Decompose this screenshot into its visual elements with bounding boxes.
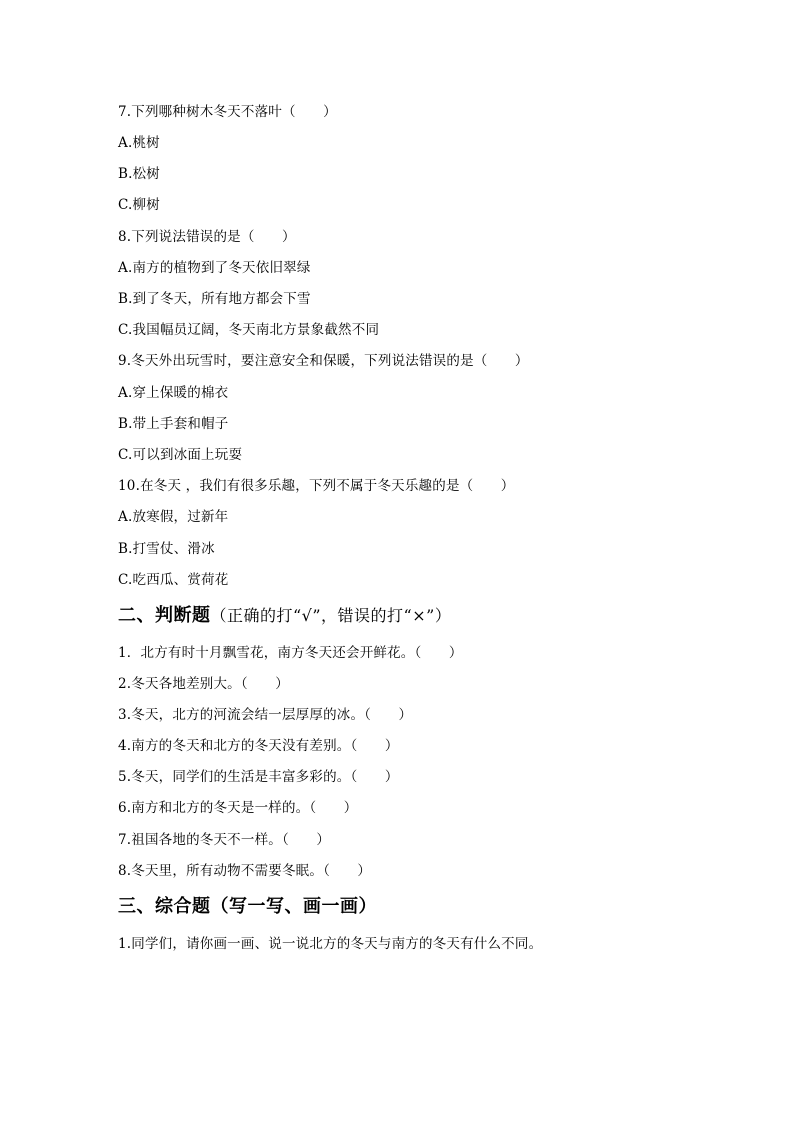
question-10-option-b: B.打雪仗、滑冰	[118, 541, 215, 557]
section-2-note: （正确的打“√”，错误的打“×”）	[210, 606, 452, 625]
judgement-item-4: 4.南方的冬天和北方的冬天没有差别。（ ）	[118, 738, 399, 754]
judgement-item-7: 7.祖国各地的冬天不一样。（ ）	[118, 832, 331, 848]
question-7-option-b: B.松树	[118, 166, 161, 182]
question-7-option-c: C.柳树	[118, 197, 160, 213]
question-9-stem: 9.冬天外出玩雪时，要注意安全和保暖，下列说法错误的是（ ）	[118, 353, 529, 369]
question-8-stem: 8.下列说法错误的是（ ）	[118, 229, 296, 245]
question-10-option-a: A.放寒假，过新年	[118, 509, 229, 525]
comprehensive-item-1: 1.同学们，请你画一画、说一说北方的冬天与南方的冬天有什么不同。	[118, 936, 543, 952]
judgement-item-2: 2.冬天各地差别大。（ ）	[118, 676, 289, 692]
question-8-option-a: A.南方的植物到了冬天依旧翠绿	[118, 260, 311, 276]
section-2-title: 二、判断题	[118, 605, 211, 626]
question-7-stem: 7.下列哪种树木冬天不落叶（ ）	[118, 104, 337, 120]
question-9-option-c: C.可以到冰面上玩耍	[118, 447, 243, 463]
question-10-option-c: C.吃西瓜、赏荷花	[118, 572, 229, 588]
question-8-option-c: C.我国幅员辽阔，冬天南北方景象截然不同	[118, 322, 380, 338]
judgement-item-3: 3.冬天，北方的河流会结一层厚厚的冰。（ ）	[118, 707, 413, 723]
question-7-option-a: A.桃树	[118, 135, 160, 151]
question-10-stem: 10.在冬天 ，我们有很多乐趣，下列不属于冬天乐趣的是（ ）	[118, 478, 515, 494]
question-9-option-b: B.带上手套和帽子	[118, 416, 229, 432]
question-9-option-a: A.穿上保暖的棉衣	[118, 385, 229, 401]
judgement-item-8: 8.冬天里，所有动物不需要冬眠。（ ）	[118, 863, 372, 879]
judgement-item-1: 1．北方有时十月飘雪花，南方冬天还会开鲜花。（ ）	[118, 645, 463, 661]
section-2-heading	[118, 604, 451, 628]
judgement-item-6: 6.南方和北方的冬天是一样的。（ ）	[118, 800, 358, 816]
question-8-option-b: B.到了冬天，所有地方都会下雪	[118, 291, 311, 307]
section-3-heading: 三、综合题（写一写、画一画）	[118, 896, 377, 917]
judgement-item-5: 5.冬天，同学们的生活是丰富多彩的。（ ）	[118, 769, 399, 785]
